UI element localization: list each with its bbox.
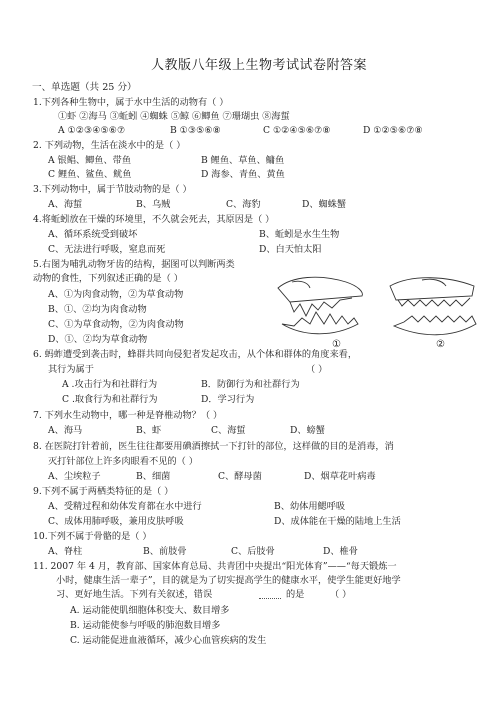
- question-5-stem-line2: 动物的食性，下列叙述正确的是（ ）: [33, 273, 183, 284]
- teeth-diagram: [272, 266, 482, 350]
- question-5-stem-line1: 5.右图为哺乳动物牙齿的结构，据图可以判断两类: [33, 259, 235, 270]
- question-10-stem: 10.下列不属于骨骼的是（ ）: [33, 531, 152, 542]
- page-title: 人教版八年级上生物考试试卷附答案: [151, 58, 368, 73]
- question-2-option-b: B 鲤鱼、草鱼、鳙鱼: [201, 155, 285, 166]
- figure-label-1: ①: [332, 339, 341, 350]
- emphasis-dots: [259, 598, 281, 599]
- question-6-stem-line1: 6. 蚂蚱遭受到袭击时，蜂群共同向侵犯者发起攻击，从个体和群体的角度来看，: [33, 349, 358, 360]
- question-11-answer-paren: （ ）: [330, 589, 352, 600]
- question-8-option-d: D、烟草花叶病毒: [304, 471, 376, 482]
- question-4-option-c: C、无法进行呼吸，窒息而死: [48, 244, 166, 255]
- herbivore-skull: [390, 278, 476, 335]
- question-11-stem-line3b: 的是: [286, 589, 305, 600]
- question-6-option-c: C .取食行为和社群行为: [62, 394, 158, 405]
- question-10-option-c: C、后肢骨: [231, 546, 275, 557]
- question-6-option-a: A .攻击行为和社群行为: [62, 379, 158, 390]
- question-11-stem-line2: 小时，健康生活一辈子”，目的就是为了切实提高学生的健康水平，使学生能更好地学: [56, 575, 401, 586]
- question-6-answer-paren: （ ）: [306, 364, 328, 375]
- question-7-stem: 7. 下列水生动物中，哪一种是脊椎动物？（ ）: [33, 410, 223, 421]
- question-8-option-c: C、酵母菌: [218, 471, 262, 482]
- question-11-stem-line1: 11. 2007 年 4 月，教育部、国家体育总局、共青团中央提出“阳光体育”——“每天锻炼一: [33, 561, 397, 572]
- question-2-stem: 2. 下列动物，生活在淡水中的是（ ）: [33, 140, 186, 151]
- question-7-option-b: B、虾: [136, 425, 162, 436]
- question-5-option-b: B、①、②均为肉食动物: [48, 304, 147, 315]
- question-11-option-a: A. 运动能使肌细胞体积变大、数目增多: [70, 605, 230, 616]
- question-6-option-b: B．防御行为和社群行为: [201, 379, 300, 390]
- question-3-option-c: C、海豹: [226, 199, 261, 210]
- question-2-option-a: A 银鲳、鲫鱼、带鱼: [48, 155, 132, 166]
- question-4-option-b: B、蚯蚓是水生生物: [259, 229, 340, 240]
- question-4-stem: 4.将蚯蚓放在干燥的环境里，不久就会死去，其原因是（ ）: [33, 214, 275, 225]
- question-11-option-c: C. 运动能促进血液循环，减少心血管疾病的发生: [70, 635, 267, 646]
- question-10-option-a: A、脊柱: [48, 546, 83, 557]
- carnivore-skull: [278, 277, 362, 334]
- question-4-option-a: A、循环系统受到破坏: [48, 229, 138, 240]
- question-6-stem-line2: 其行为属于: [48, 364, 94, 375]
- question-9-option-c: C、成体用肺呼吸，兼用皮肤呼吸: [48, 516, 184, 527]
- question-5-option-c: C、①为草食动物，②为肉食动物: [48, 319, 184, 330]
- question-6-option-d: D．学习行为: [201, 394, 255, 405]
- question-8-option-a: A、尘埃粒子: [48, 471, 101, 482]
- question-1-option-d: D ①②⑤⑥⑦⑧: [363, 125, 423, 136]
- question-8-option-b: B、细菌: [136, 471, 171, 482]
- figure-label-2: ②: [436, 339, 445, 350]
- question-9-option-b: B、幼体用鳃呼吸: [274, 501, 346, 512]
- section-heading: 一、单选题（共 25 分）: [32, 82, 137, 93]
- question-10-option-d: D、椎骨: [323, 546, 358, 557]
- question-3-option-b: B、乌贼: [136, 199, 171, 210]
- question-9-stem: 9.下列不属于两栖类特征的是（ ）: [33, 486, 174, 497]
- question-3-option-a: A、海蜇: [48, 199, 83, 210]
- question-1-option-a: A ①②③④⑤⑥⑦: [58, 125, 126, 136]
- question-1-option-c: C ①②④⑤⑥⑦⑧: [263, 125, 331, 136]
- question-11-option-b: B. 运动能使参与呼吸的肺泡数目增多: [70, 620, 221, 631]
- question-1-items: ①虾 ②海马 ③蚯蚓 ④蜘蛛 ⑤鲸 ⑥鲫鱼 ⑦珊瑚虫 ⑧海蜇: [58, 111, 290, 122]
- question-9-option-d: D、成体能在干燥的陆地上生活: [274, 516, 401, 527]
- question-3-stem: 3.下列动物中，属于节肢动物的是（ ）: [33, 184, 192, 195]
- question-7-option-c: C、海蜇: [211, 425, 246, 436]
- question-10-option-b: B、前肢骨: [143, 546, 187, 557]
- question-8-stem-line1: 8. 在医院打针着前，医生往往都要用碘酒擦拭一下打针的部位，这样做的目的是消毒，消: [33, 441, 394, 452]
- question-7-option-d: D、螃蟹: [290, 425, 325, 436]
- question-1-option-b: B ①③⑤⑥⑧: [170, 125, 221, 136]
- question-5-option-a: A、①为肉食动物，②为草食动物: [48, 289, 184, 300]
- question-3-option-d: D、蜘蛛蟹: [302, 199, 347, 210]
- question-2-option-d: D 海参、青鱼、黄鱼: [201, 169, 285, 180]
- question-9-option-a: A、受精过程和幼体发育都在水中进行: [48, 501, 202, 512]
- question-4-option-d: D、白天怕太阳: [259, 244, 322, 255]
- question-2-option-c: C 鲤鱼、鲨鱼、鱿鱼: [48, 169, 132, 180]
- question-7-option-a: A、海马: [48, 425, 83, 436]
- question-8-stem-line2: 灭打针部位上许多肉眼看不见的（ ）: [48, 456, 198, 467]
- question-11-stem-line3a: 习、更好地生活。下列有关叙述，错误: [56, 589, 213, 600]
- question-5-option-d: D、①、②均为草食动物: [48, 334, 148, 345]
- question-1-stem: 1.下列各种生物中，属于水中生活的动物有（ ）: [33, 97, 229, 108]
